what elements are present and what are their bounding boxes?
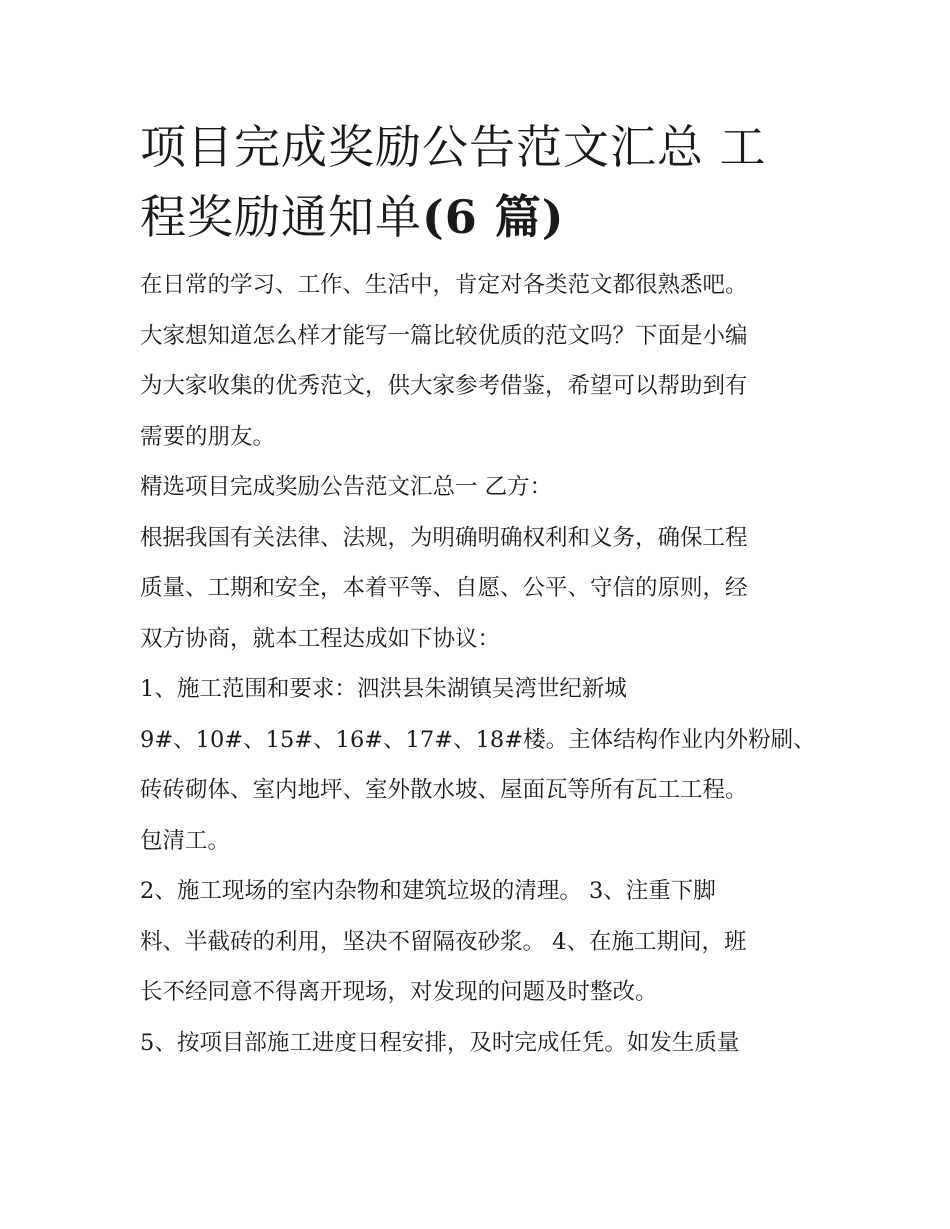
text-line: 大家想知道怎么样才能写一篇比较优质的范文吗？下面是小编 (140, 322, 748, 349)
text-line: 长不经同意不得离开现场，对发现的问题及时整改。 (140, 979, 658, 1005)
document-body (140, 112, 820, 1068)
section-heading: 精选项目完成奖励公告范文汇总一 乙方： (140, 474, 553, 500)
document-title (140, 112, 820, 252)
text-line: 质量、工期和安全，本着平等、自愿、公平、守信的原则，经 (140, 575, 748, 601)
text-line: 双方协商，就本工程达成如下协议： (140, 625, 501, 652)
text-line: 料、半截砖的利用，坚决不留隔夜砂浆。 4、在施工期间，班 (140, 928, 747, 955)
title-line-2: 程奖励通知单 (140, 190, 422, 244)
title-count: (6 篇) (422, 190, 565, 244)
title-line-1: 项目完成奖励公告范文汇总 工 (140, 120, 767, 174)
text-line: 需要的朋友。 (140, 423, 276, 450)
list-item: 1、施工范围和要求：泗洪县朱湖镇吴湾世纪新城 (140, 676, 627, 702)
text-line: 9#、10#、15#、16#、17#、18#楼。主体结构作业内外粉刷、 (140, 726, 816, 753)
list-item: 5、按项目部施工进度日程安排，及时完成任凭。如发生质量 (140, 1029, 740, 1056)
text-line: 根据我国有关法律、法规，为明确明确权利和义务，确保工程 (140, 524, 748, 551)
list-item: 2、施工现场的室内杂物和建筑垃圾的清理。 3、注重下脚 (140, 878, 716, 904)
text-line: 为大家收集的优秀范文，供大家参考借鉴，希望可以帮助到有 (140, 373, 748, 399)
text-line: 砖砖砌体、室内地坪、室外散水坡、屋面瓦等所有瓦工工程。 (140, 777, 748, 803)
text-line: 包清工。 (140, 827, 231, 854)
text-line: 在日常的学习、工作、生活中，肯定对各类范文都很熟悉吧。 (140, 272, 748, 298)
